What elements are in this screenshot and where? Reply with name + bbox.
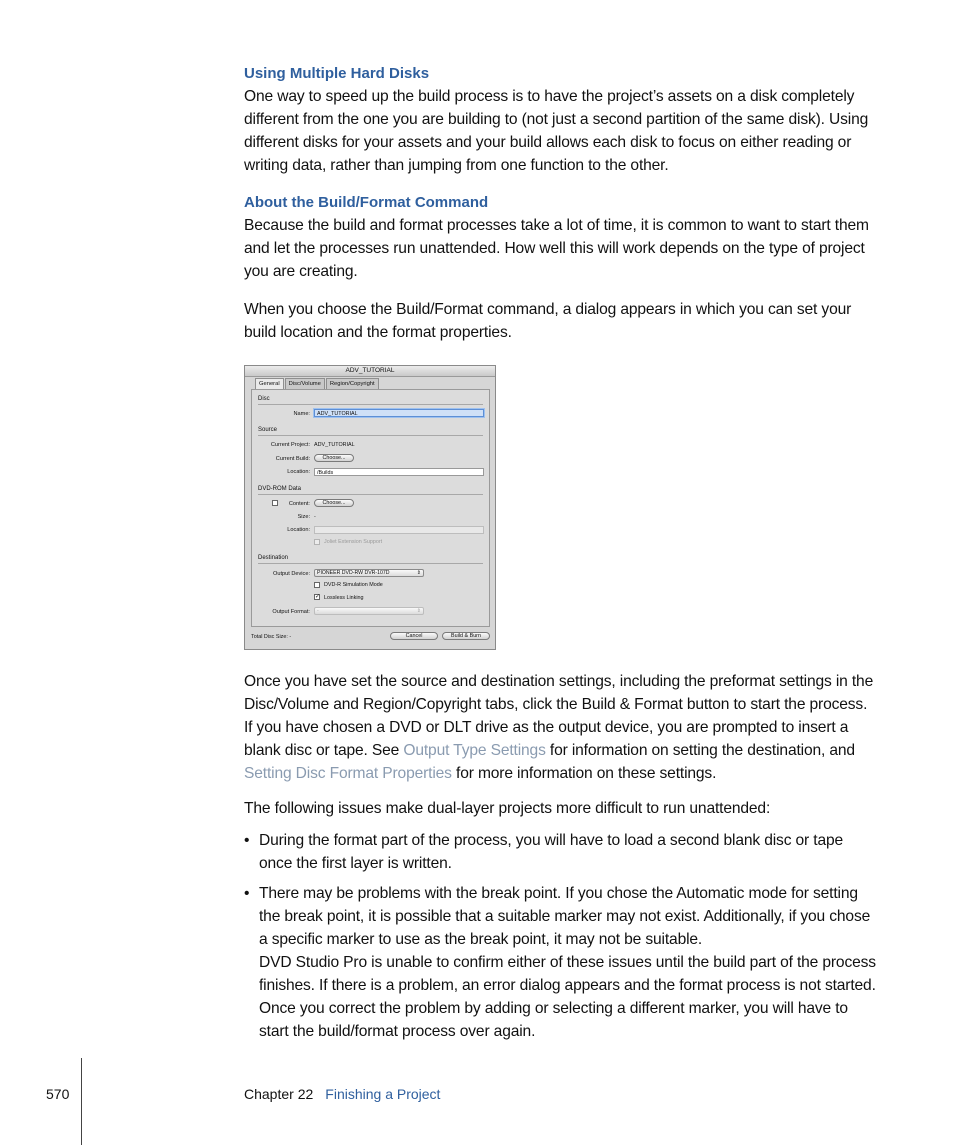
lossless-checkbox[interactable]: ✓ [315, 594, 321, 600]
tab-general[interactable]: General [255, 378, 284, 389]
heading-multiple-disks: Using Multiple Hard Disks [244, 65, 430, 82]
section-build-format [244, 191, 876, 283]
dialog-tabs [255, 378, 380, 389]
bullet-icon: • [244, 885, 250, 902]
tab-disc-volume[interactable]: Disc/Volume [285, 378, 325, 389]
text-run: for information on setting the destination, and [545, 742, 855, 759]
dvdrom-section-label: DVD-ROM Data [258, 486, 302, 492]
build-format-dialog [244, 365, 496, 650]
current-build-label: Current Build: [275, 456, 310, 462]
heading-build-format: About the Build/Format Command [244, 194, 489, 211]
bullet-icon: • [244, 832, 250, 849]
output-device-label: Output Device: [273, 571, 310, 577]
tab-region-copyright[interactable]: Region/Copyright [326, 378, 379, 389]
location2-label: Location: [287, 527, 310, 533]
output-format-value: - [317, 608, 319, 614]
location-input[interactable]: /Builds [314, 468, 484, 476]
content-label: Content: [288, 501, 310, 507]
dvdr-sim-label: DVD-R Simulation Mode [324, 582, 383, 588]
text-run: for more information on these settings. [451, 765, 717, 782]
footer-divider [81, 1058, 82, 1145]
select-arrows-icon: ⇕ [416, 570, 421, 576]
paragraph-multiple-disks: One way to speed up the build process is to have the project’s assets on a disk completely different from the one you are building to (not just a second partition of the same disk). Using different disks for your assets and your build allows each disk to focus on either reading or writing data, rather than jumping from one function to the other. [244, 88, 869, 174]
destination-section-label: Destination [258, 555, 289, 561]
paragraph-dual-layer-wrap [244, 797, 876, 820]
paragraph-build-format: Because the build and format processes take a lot of time, it is common to want to start them and let the processes run unattended. How well this will work depends on the type of project you are creating. [244, 217, 869, 280]
output-device-select[interactable] [314, 569, 424, 577]
output-format-label: Output Format: [272, 609, 310, 615]
chapter-label: Chapter 22 [244, 1086, 314, 1102]
paragraph-after-dialog-wrap [244, 670, 876, 785]
divider [258, 563, 483, 564]
paragraph-dialog-intro: When you choose the Build/Format command, a dialog appears in which you can set your build location and the format properties. [244, 301, 852, 341]
general-panel [251, 389, 490, 627]
section-multiple-disks [244, 62, 876, 177]
text-run: Once you have set the source and destination settings, including the preformat settings in the Disc/Volume and Region/Copyright tabs, click the Build & Format button to start the process. If you have chosen a DVD or DLT drive as the output device, you are prompted to insert a blank disc or tape. See [244, 673, 874, 759]
output-device-value: PIONEER DVD-RW DVR-107D [317, 570, 390, 576]
divider [258, 435, 483, 436]
output-format-select [314, 607, 424, 615]
paragraph-after-dialog [244, 670, 876, 785]
divider [258, 494, 483, 495]
bullet-text-continued: DVD Studio Pro is unable to confirm either of these issues until the build part of the process finishes. If there is a problem, an error dialog appears and the format process is not started. Once you correct the problem by adding or selecting a different marker, you will have to start the build/format process over again. [259, 954, 876, 1040]
link-output-type-settings[interactable]: Output Type Settings [403, 742, 546, 759]
size-value: - [314, 514, 316, 520]
build-burn-button[interactable]: Build & Burn [442, 632, 490, 640]
size-label: Size: [297, 514, 310, 520]
cancel-button[interactable]: Cancel [390, 632, 438, 640]
current-project-label: Current Project: [270, 442, 310, 448]
page-number: 570 [46, 1086, 70, 1102]
choose-build-button[interactable]: Choose... [314, 454, 354, 462]
footer-chapter [244, 1086, 440, 1102]
paragraph-dialog-intro-wrap [244, 298, 876, 344]
rom-location-input [314, 526, 484, 534]
name-label: Name: [293, 411, 310, 417]
list-item [244, 829, 876, 875]
bullet-text: There may be problems with the break point. If you chose the Automatic mode for setting the break point, it is possible that a suitable marker may not exist. Additionally, if you chose a specific marker to use as the break point, it may not be suitable. [259, 885, 871, 948]
list-item [244, 882, 876, 1043]
disc-section-label: Disc [258, 396, 270, 402]
source-section-label: Source [258, 427, 278, 433]
joliet-label: Joliet Extension Support [324, 539, 383, 545]
dialog-title: ADV_TUTORIAL [245, 366, 495, 377]
total-disc-size: Total Disc Size: - [251, 634, 292, 640]
chapter-title: Finishing a Project [325, 1086, 441, 1102]
name-input[interactable]: ADV_TUTORIAL [314, 409, 484, 417]
lossless-label: Lossless Linking [324, 595, 364, 601]
select-arrows-icon: ⇕ [416, 608, 421, 614]
bullet-text: During the format part of the process, you will have to load a second blank disc or tape once the first layer is written. [259, 832, 844, 872]
choose-content-button[interactable]: Choose... [314, 499, 354, 507]
current-project-value: ADV_TUTORIAL [314, 442, 355, 448]
joliet-checkbox [314, 539, 320, 545]
divider [258, 404, 483, 405]
link-setting-disc-format[interactable]: Setting Disc Format Properties [244, 765, 452, 782]
paragraph-dual-layer: The following issues make dual-layer projects more difficult to run unattended: [244, 800, 771, 817]
dvdr-sim-checkbox[interactable] [314, 582, 320, 588]
location-label: Location: [287, 469, 310, 475]
